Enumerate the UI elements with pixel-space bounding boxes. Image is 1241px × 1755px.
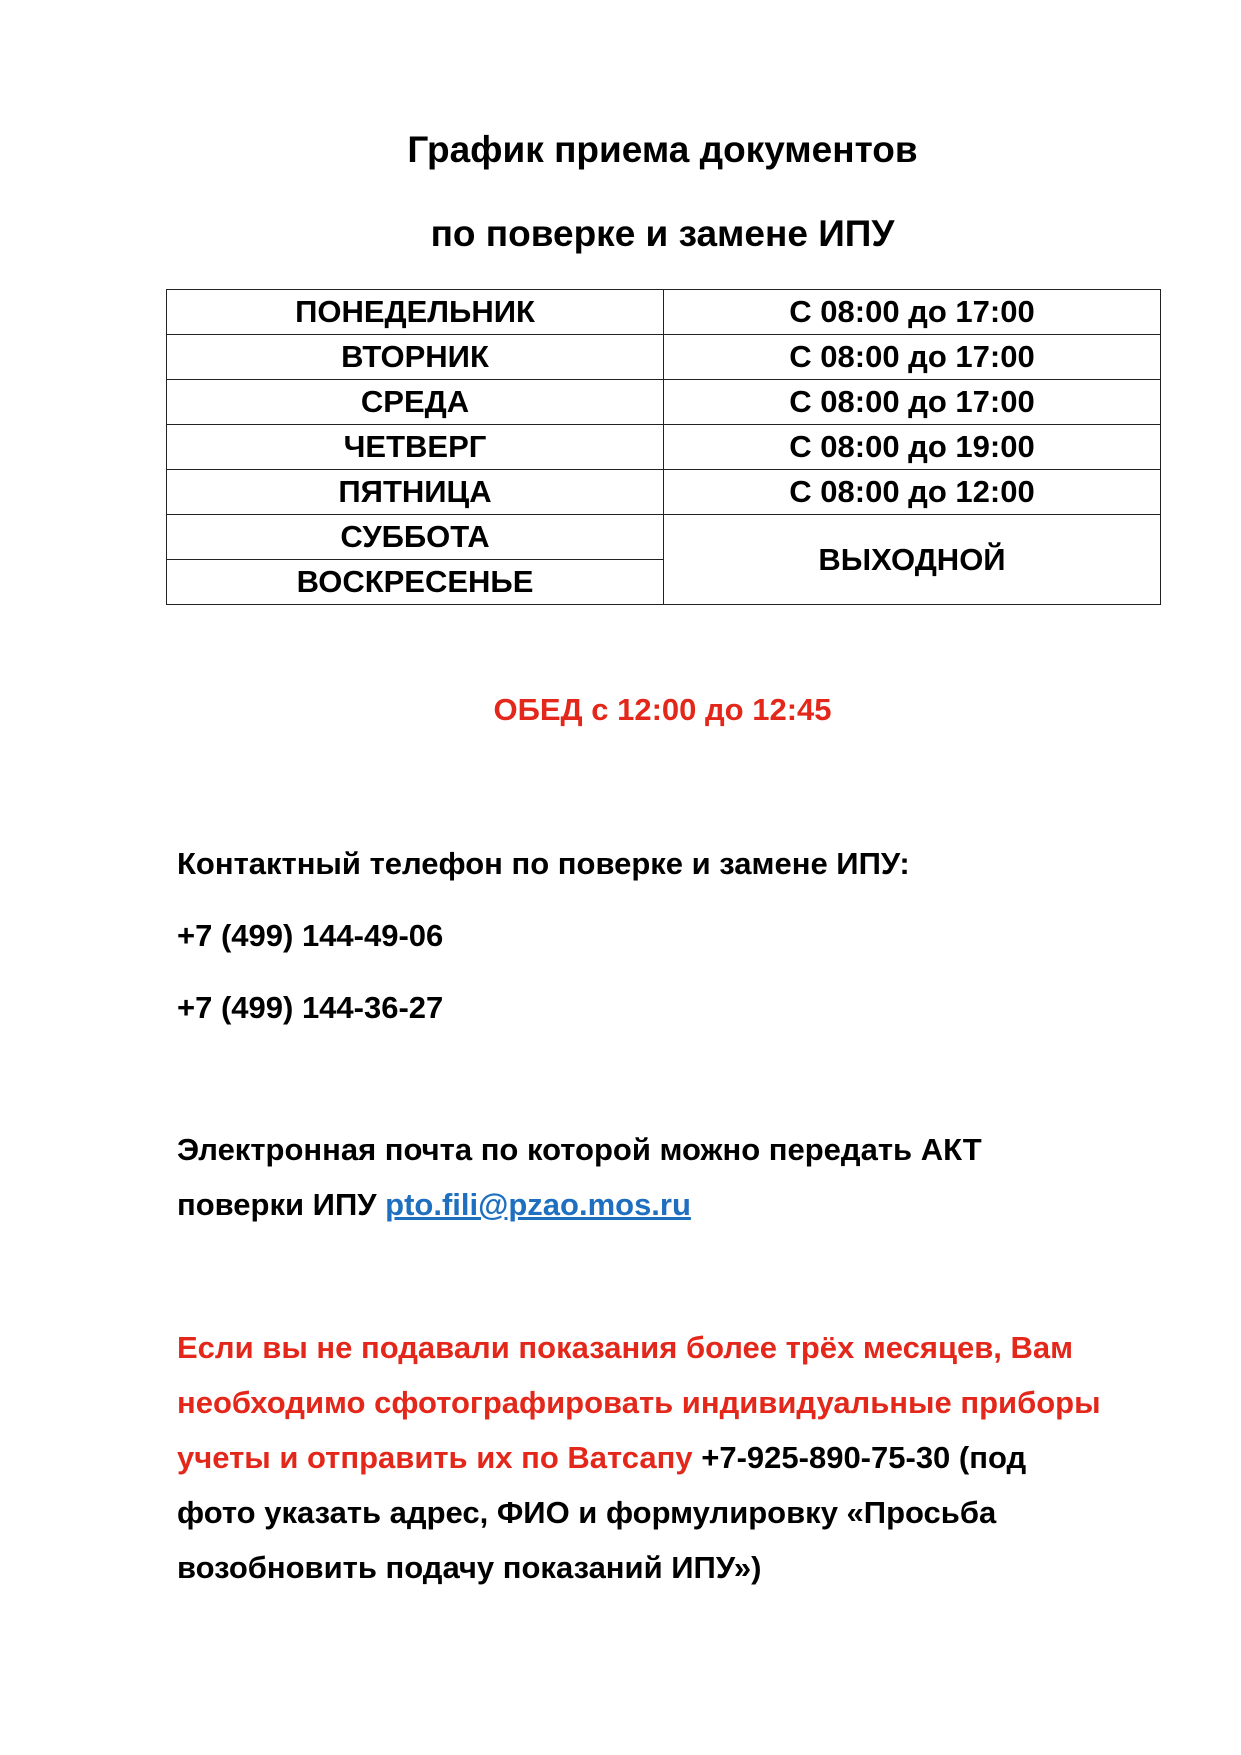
table-row	[167, 470, 1161, 515]
hours-cell: С 08:00 до 17:00	[664, 290, 1161, 335]
schedule-table	[166, 289, 1161, 605]
phone-number: +7 (499) 144-49-06	[177, 918, 444, 953]
lunch-break-text: ОБЕД с 12:00 до 12:45	[493, 692, 832, 727]
table-row	[167, 380, 1161, 425]
page-title: График приема документов	[407, 129, 918, 170]
notice-red-text: учеты и отправить их по Ватсапу	[177, 1440, 702, 1475]
page-subtitle: по поверке и замене ИПУ	[430, 213, 895, 254]
notice-block	[177, 1320, 1187, 1595]
day-cell: ПЯТНИЦА	[167, 470, 664, 515]
day-off-cell: ВЫХОДНОЙ	[664, 515, 1161, 605]
email-line	[177, 1177, 691, 1232]
whatsapp-phone: +7-925-890-75-30 (под	[701, 1440, 1027, 1475]
email-label: Электронная почта по которой можно передать АКТ	[177, 1132, 982, 1167]
day-cell: ВОСКРЕСЕНЬЕ	[167, 560, 664, 605]
table-row	[167, 335, 1161, 380]
table-row	[167, 425, 1161, 470]
day-cell: СУББОТА	[167, 515, 664, 560]
notice-line: необходимо сфотографировать индивидуальные приборы	[177, 1385, 1101, 1420]
hours-cell: С 08:00 до 19:00	[664, 425, 1161, 470]
notice-line: возобновить подачу показаний ИПУ»)	[177, 1550, 762, 1585]
day-cell: ВТОРНИК	[167, 335, 664, 380]
contact-phone-label: Контактный телефон по поверке и замене ИПУ:	[177, 846, 910, 881]
table-row	[167, 290, 1161, 335]
phone-number: +7 (499) 144-36-27	[177, 990, 444, 1025]
hours-cell: С 08:00 до 12:00	[664, 470, 1161, 515]
notice-line: фото указать адрес, ФИО и формулировку «Просьба	[177, 1495, 997, 1530]
email-label-suffix: поверки ИПУ	[177, 1187, 386, 1222]
hours-cell: С 08:00 до 17:00	[664, 335, 1161, 380]
hours-cell: С 08:00 до 17:00	[664, 380, 1161, 425]
notice-line	[177, 1430, 1187, 1485]
day-cell: ЧЕТВЕРГ	[167, 425, 664, 470]
day-cell: СРЕДА	[167, 380, 664, 425]
table-row	[167, 515, 1161, 560]
email-link[interactable]: pto.fili@pzao.mos.ru	[385, 1187, 691, 1222]
day-cell: ПОНЕДЕЛЬНИК	[167, 290, 664, 335]
notice-line: Если вы не подавали показания более трёх месяцев, Вам	[177, 1330, 1074, 1365]
